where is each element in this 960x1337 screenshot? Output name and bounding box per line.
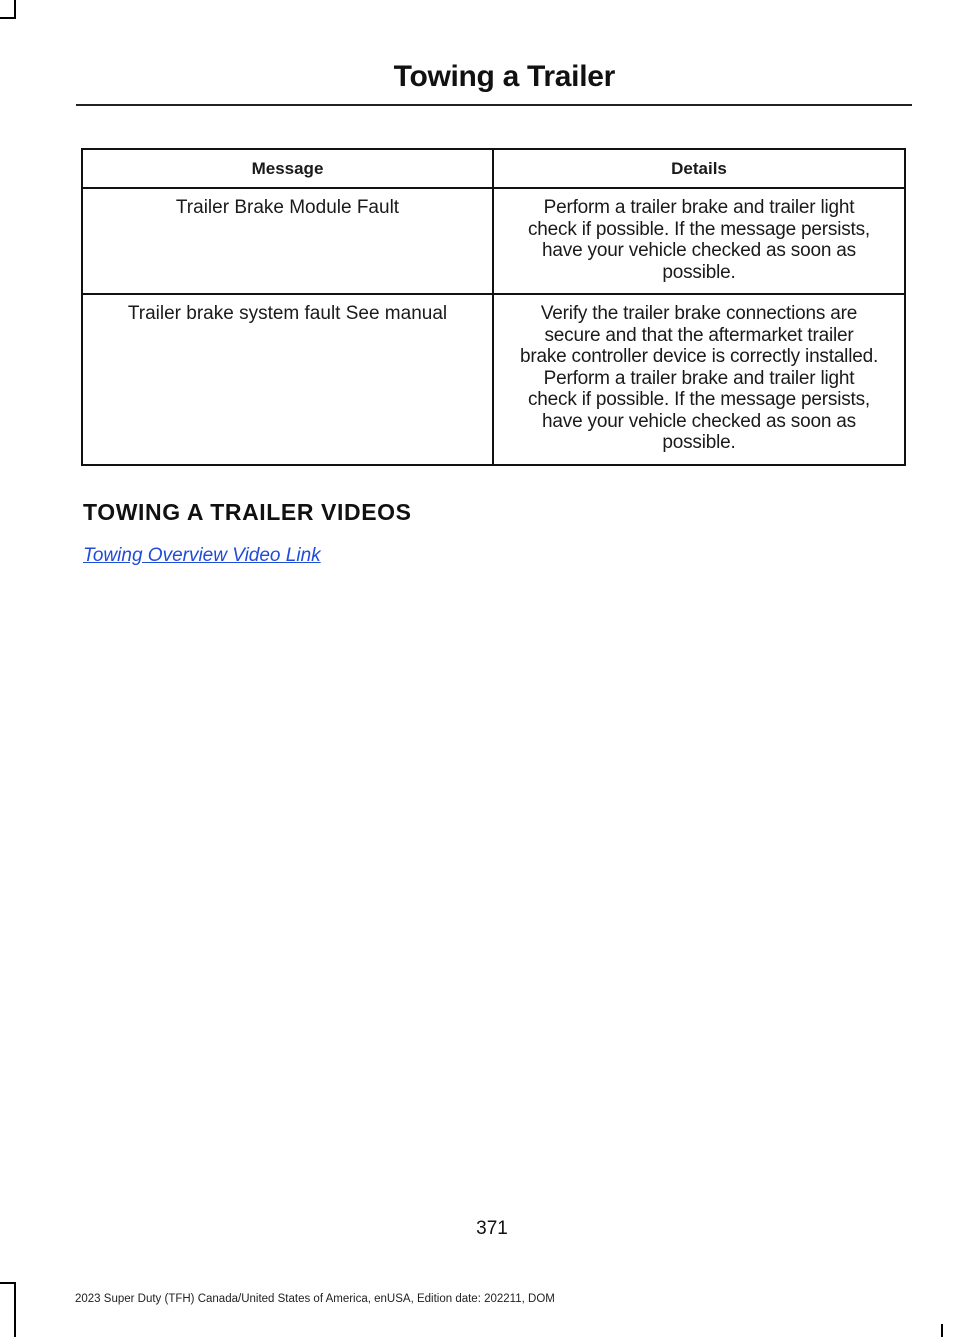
column-header-message: Message: [82, 149, 493, 188]
table-row: [82, 294, 905, 465]
towing-overview-video-link[interactable]: Towing Overview Video Link: [83, 545, 321, 566]
details-line: Perform a trailer brake and trailer light: [543, 197, 855, 218]
details-line: check if possible. If the message persists,: [527, 389, 870, 410]
details-line: possible.: [662, 432, 736, 453]
edition-footer: 2023 Super Duty (TFH) Canada/United States of America, enUSA, Edition date: 202211, DOM: [75, 1293, 555, 1305]
message-cell: Trailer brake system fault See manual: [82, 294, 493, 465]
message-table: [81, 148, 906, 466]
table-row: [82, 188, 905, 294]
details-line: have your vehicle checked as soon as: [542, 240, 856, 261]
crop-mark-bottom-left-vertical: [14, 1282, 16, 1337]
title-divider: [76, 104, 912, 106]
section-heading: TOWING A TRAILER VIDEOS: [83, 499, 412, 525]
details-line: secure and that the aftermarket trailer: [544, 324, 854, 346]
crop-mark-top-left-vertical: [14, 0, 16, 17]
message-cell: Trailer Brake Module Fault: [82, 188, 493, 294]
column-header-details: Details: [493, 149, 905, 188]
details-line: Perform a trailer brake and trailer light: [543, 367, 855, 389]
table-header-row: [82, 149, 905, 188]
details-line: have your vehicle checked as soon as: [542, 410, 856, 432]
details-line: possible.: [662, 261, 736, 283]
details-line: brake controller device is correctly installed.: [519, 346, 879, 367]
details-line: Verify the trailer brake connections are: [540, 303, 858, 324]
crop-mark-top-left-horizontal: [0, 17, 16, 19]
page-number: 371: [476, 1218, 508, 1239]
page-title: Towing a Trailer: [393, 60, 615, 93]
details-cell: [493, 294, 905, 465]
details-cell: [493, 188, 905, 294]
crop-mark-bottom-right-vertical: [941, 1324, 943, 1337]
details-line: check if possible. If the message persists,: [527, 218, 870, 240]
